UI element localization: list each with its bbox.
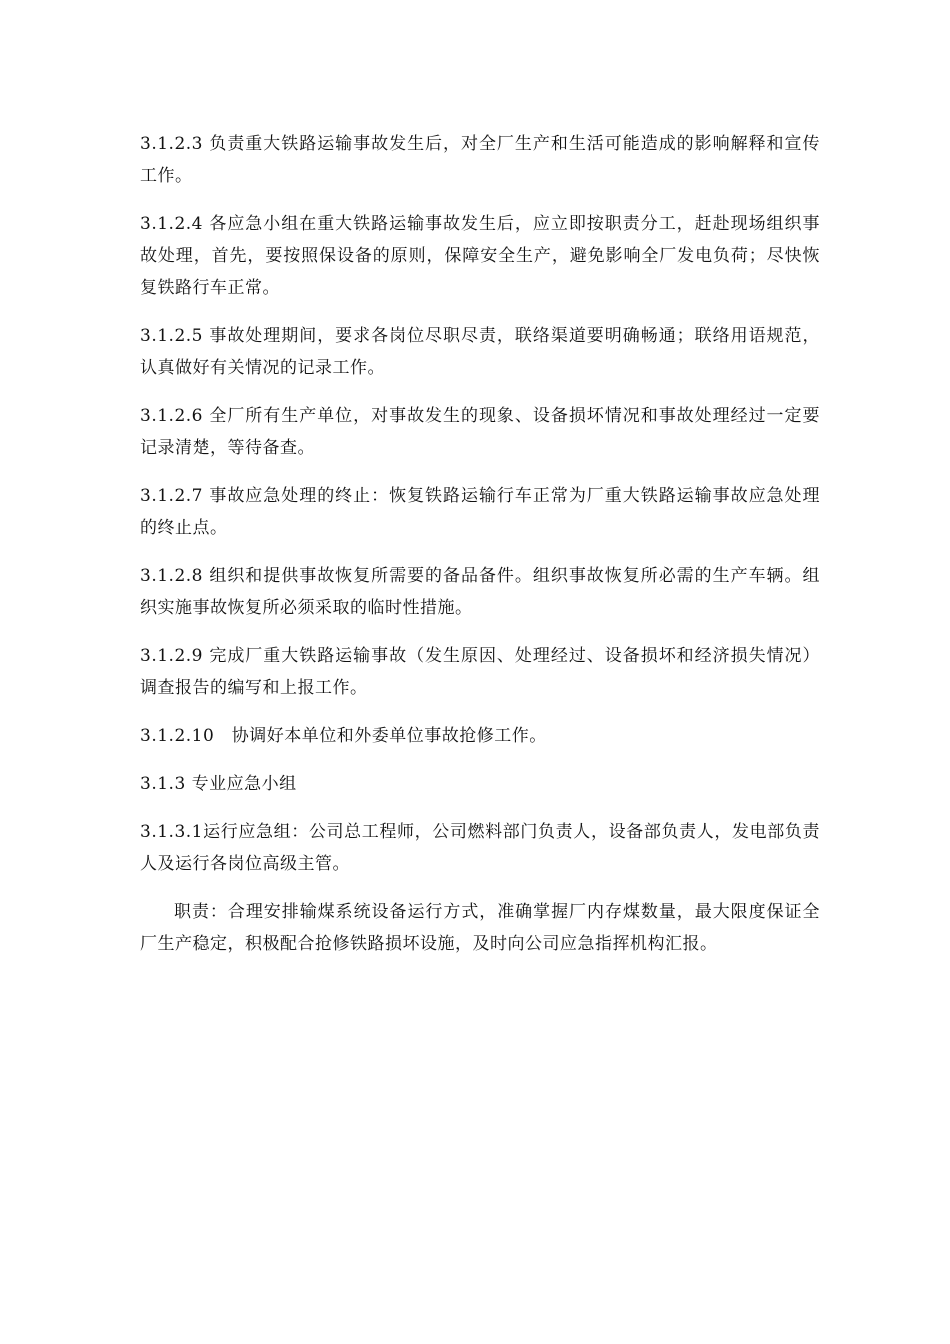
paragraph-3-1-2-10: 3.1.2.10 协调好本单位和外委单位事故抢修工作。 <box>140 726 547 746</box>
document-body <box>140 128 820 976</box>
paragraph-3-1-2-4: 3.1.2.4 各应急小组在重大铁路运输事故发生后，应立即按职责分工，赶赴现场组织事故处理，首先，要按照保设备的原则，保障安全生产，避免影响全厂发电负荷；尽快恢复铁路行车正常。 <box>140 214 820 298</box>
paragraph-3-1-2-6: 3.1.2.6 全厂所有生产单位，对事故发生的现象、设备损坏情况和事故处理经过一定要记录清楚，等待备查。 <box>140 406 820 458</box>
paragraph-3-1-2-8: 3.1.2.8 组织和提供事故恢复所需要的备品备件。组织事故恢复所必需的生产车辆。组织实施事故恢复所必须采取的临时性措施。 <box>140 566 820 618</box>
paragraph-duties: 职责：合理安排输煤系统设备运行方式，准确掌握厂内存煤数量，最大限度保证全厂生产稳定，积极配合抢修铁路损坏设施，及时向公司应急指挥机构汇报。 <box>140 902 820 954</box>
section-heading-3-1-3: 3.1.3 专业应急小组 <box>140 774 297 794</box>
paragraph-3-1-2-3: 3.1.2.3 负责重大铁路运输事故发生后，对全厂生产和生活可能造成的影响解释和宣传工作。 <box>140 134 820 186</box>
paragraph-3-1-3-1: 3.1.3.1运行应急组：公司总工程师，公司燃料部门负责人，设备部负责人，发电部负责人及运行各岗位高级主管。 <box>140 822 820 874</box>
paragraph-3-1-2-9: 3.1.2.9 完成厂重大铁路运输事故（发生原因、处理经过、设备损坏和经济损失情况）调查报告的编写和上报工作。 <box>140 646 820 698</box>
paragraph-3-1-2-5: 3.1.2.5 事故处理期间，要求各岗位尽职尽责，联络渠道要明确畅通；联络用语规范，认真做好有关情况的记录工作。 <box>140 326 820 378</box>
paragraph-3-1-2-7: 3.1.2.7 事故应急处理的终止：恢复铁路运输行车正常为厂重大铁路运输事故应急处理的终止点。 <box>140 486 820 538</box>
